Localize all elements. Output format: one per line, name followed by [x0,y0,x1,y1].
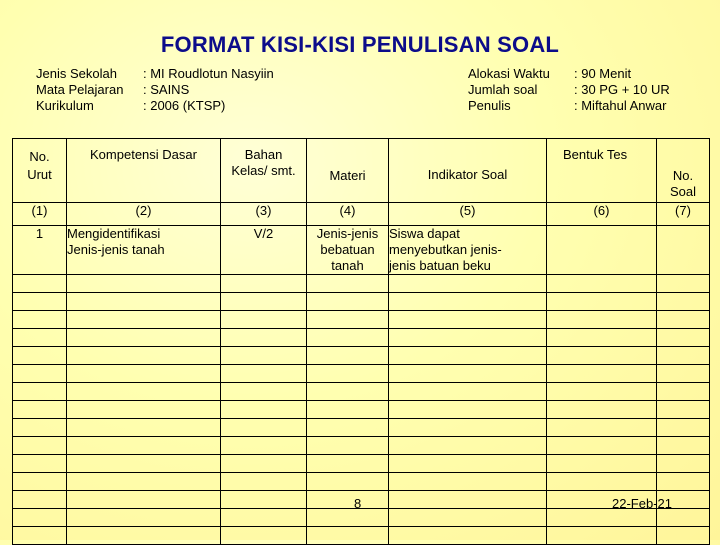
table-cell [657,509,710,527]
table-cell [307,401,389,419]
table-cell [389,527,547,545]
table-cell [657,329,710,347]
table-cell [307,365,389,383]
info-value: : SAINS [143,82,190,97]
table-cell [389,455,547,473]
header-text: Materi [329,168,366,183]
table-cell [307,347,389,365]
cell-text: tanah [331,258,364,273]
table-cell [13,383,67,401]
header-text: Soal [669,184,697,199]
table-cell [389,365,547,383]
info-label: Alokasi Waktu [468,66,550,81]
table-cell [67,437,221,455]
header-kompetensi [67,139,221,203]
table-cell [67,473,221,491]
table-cell [13,455,67,473]
table-cell [389,311,547,329]
table-cell [547,293,657,311]
table-cell [657,455,710,473]
header-text: Bahan [244,147,283,162]
header-text: Bentuk Tes [563,147,628,162]
cell-text: 1 [35,226,44,241]
table-cell [657,401,710,419]
info-row-author [468,98,670,114]
table-cell [657,311,710,329]
header-indikator [389,139,547,203]
table-cell [547,419,657,437]
table-cell [547,329,657,347]
table-cell [13,401,67,419]
table-row [13,347,710,365]
cell-text: bebatuan [320,242,375,257]
column-number: (5) [389,203,547,226]
table-cell [221,527,307,545]
table-cell [547,311,657,329]
info-label: Penulis [468,98,511,113]
cell-no-soal [657,226,710,275]
table-cell [657,437,710,455]
table-cell [13,473,67,491]
table-cell [657,527,710,545]
table-cell [67,347,221,365]
table-cell [221,311,307,329]
header-text: No. [29,149,50,164]
header-text: No. [672,168,694,183]
table-cell [13,491,67,509]
table-cell [389,329,547,347]
cell-kompetensi [67,226,221,275]
column-number: (1) [13,203,67,226]
table-cell [547,383,657,401]
column-number: (4) [307,203,389,226]
info-value: : 90 Menit [574,66,632,81]
table-cell [657,419,710,437]
table-cell [389,293,547,311]
cell-text: Siswa dapat [389,226,460,241]
table-cell [307,473,389,491]
info-row-count [468,82,670,98]
table-cell [221,383,307,401]
table-row [13,329,710,347]
cell-bahan [221,226,307,275]
table-cell [307,293,389,311]
table-cell [67,311,221,329]
table-row [13,293,710,311]
school-info [36,66,274,114]
table-cell [67,383,221,401]
column-number: (3) [221,203,307,226]
cell-text: jenis batuan beku [389,258,491,273]
table-cell [13,437,67,455]
table-cell [657,347,710,365]
column-number: (6) [547,203,657,226]
table-cell [657,275,710,293]
table-cell [67,293,221,311]
cell-text: Jenis-jenis tanah [67,242,165,257]
table-cell [389,491,547,509]
header-row [13,139,710,203]
table-cell [221,293,307,311]
header-bahan [221,139,307,203]
table-cell [13,509,67,527]
table-cell [307,509,389,527]
info-value: : 2006 (KTSP) [143,98,226,113]
table-cell [307,311,389,329]
info-row-subject [36,82,274,98]
table-cell [547,437,657,455]
table-cell [67,275,221,293]
table-cell [307,437,389,455]
table-row [13,365,710,383]
table-cell [67,401,221,419]
table-cell [547,401,657,419]
table-cell [221,473,307,491]
cell-text: Jenis-jenis [316,226,379,241]
table-cell [657,473,710,491]
table-row [13,311,710,329]
table-cell [389,473,547,491]
cell-text: V/2 [253,226,274,241]
table-cell [547,509,657,527]
table-cell [67,365,221,383]
table-cell [221,419,307,437]
info-label: Jumlah soal [468,82,538,97]
table-cell [13,311,67,329]
table-cell [221,437,307,455]
table-cell [221,455,307,473]
cell-materi [307,226,389,275]
table-row [13,226,710,275]
table-cell [13,293,67,311]
page-title: FORMAT KISI-KISI PENULISAN SOAL [160,32,560,57]
info-label: Jenis Sekolah [36,66,117,81]
cell-text: menyebutkan jenis- [389,242,502,257]
footer-date: 22-Feb-21 [612,496,672,511]
column-number: (7) [657,203,710,226]
header-text: Kelas/ smt. [231,163,296,178]
table-cell [221,365,307,383]
table-row [13,419,710,437]
table-row [13,437,710,455]
info-value: : Miftahul Anwar [574,98,667,113]
table-cell [657,365,710,383]
numbering-row [13,203,710,226]
table-cell [221,275,307,293]
info-row-school [36,66,274,82]
table-cell [547,473,657,491]
table-cell [307,419,389,437]
header-text: Indikator Soal [427,167,508,182]
table-cell [13,347,67,365]
table-row [13,401,710,419]
table-cell [307,329,389,347]
table-cell [221,401,307,419]
info-value: : 30 PG + 10 UR [574,82,670,97]
table-cell [547,527,657,545]
table-cell [547,275,657,293]
page-number: 8 [354,496,362,511]
table-cell [389,347,547,365]
table-row [13,275,710,293]
table-cell [13,419,67,437]
info-value: : MI Roudlotun Nasyiin [143,66,274,81]
table-cell [221,491,307,509]
table-cell [307,491,389,509]
table-cell [657,383,710,401]
exam-info [468,66,670,114]
table-cell [67,329,221,347]
table-cell [13,275,67,293]
info-label: Kurikulum [36,98,94,113]
header-text: Urut [27,167,52,182]
table-cell [389,419,547,437]
table-cell [67,419,221,437]
table-cell [221,329,307,347]
cell-no-urut [13,226,67,275]
table-cell [389,509,547,527]
table-row [13,509,710,527]
table-row [13,455,710,473]
table-cell [67,491,221,509]
cell-bentuk-tes [547,226,657,275]
table-cell [13,527,67,545]
header-materi [307,139,389,203]
table-cell [547,365,657,383]
table-row [13,473,710,491]
table-cell [67,455,221,473]
table-cell [307,275,389,293]
table-cell [547,455,657,473]
table-row [13,527,710,545]
header-no-soal [657,139,710,203]
table-cell [67,527,221,545]
info-row-curriculum [36,98,274,114]
header-text: Kompetensi Dasar [90,147,197,162]
table-cell [13,365,67,383]
info-row-time [468,66,670,82]
table-cell [221,509,307,527]
table-cell [67,509,221,527]
table-cell [389,383,547,401]
table-cell [389,275,547,293]
table-row [13,383,710,401]
cell-text: Mengidentifikasi [67,226,161,241]
header-bentuk-tes [547,139,657,203]
header-no-urut [13,139,67,203]
table-cell [221,347,307,365]
column-number: (2) [67,203,221,226]
table-cell [389,437,547,455]
cell-indikator [389,226,547,275]
table-cell [307,455,389,473]
table-cell [13,329,67,347]
table-cell [547,347,657,365]
table-cell [657,293,710,311]
table-cell [307,527,389,545]
table-cell [389,401,547,419]
info-label: Mata Pelajaran [36,82,124,97]
table-cell [307,383,389,401]
blueprint-table [12,138,710,545]
